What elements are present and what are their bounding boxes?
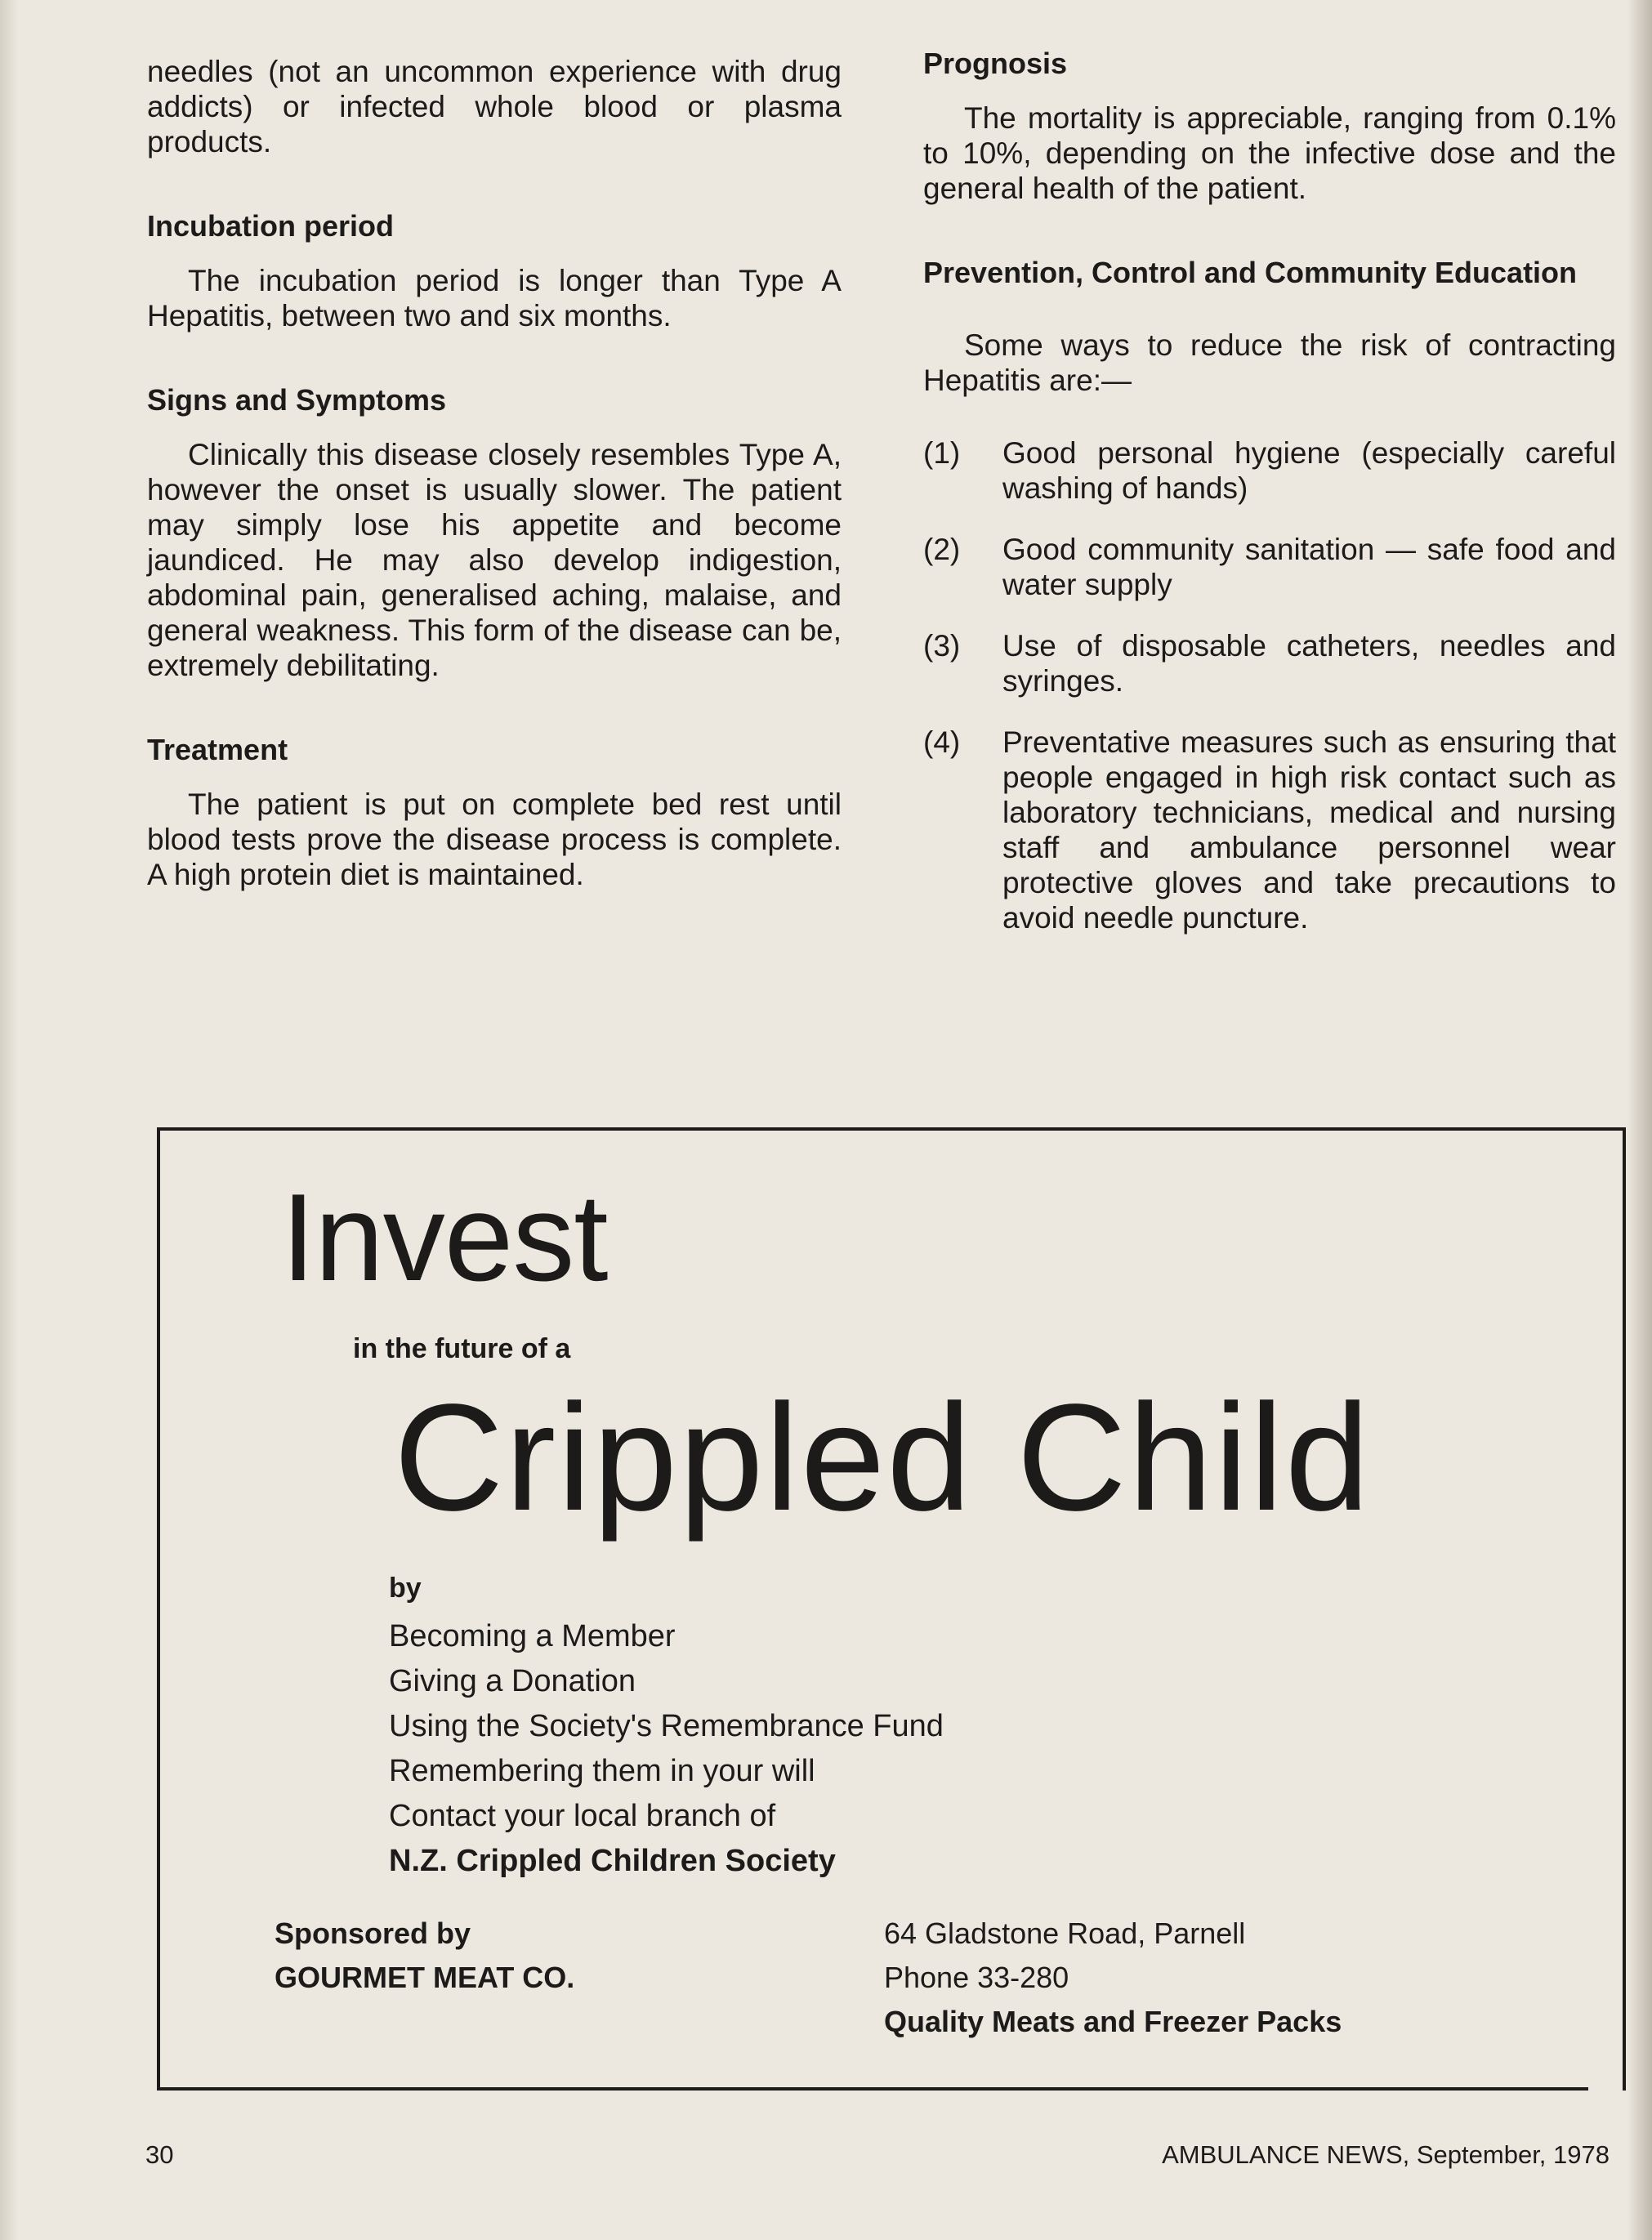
- sponsored-by-label: Sponsored by: [275, 1916, 471, 1950]
- list-item: [923, 435, 1616, 506]
- prevention-heading: Prevention, Control and Community Education: [923, 256, 1578, 289]
- magazine-footer: AMBULANCE NEWS, September, 1978: [1162, 2140, 1610, 2169]
- prevention-measures-list: [923, 435, 1616, 935]
- list-item: N.Z. Crippled Children Society: [389, 1844, 836, 1878]
- prevention-intro: Some ways to reduce the risk of contracting Hepatitis are:—: [923, 328, 1616, 397]
- sponsor-name: GOURMET MEAT CO.: [275, 1961, 575, 1994]
- list-item-text: Good personal hygiene (especially careful washing of hands): [1002, 436, 1616, 505]
- advert-subline: in the future of a: [353, 1333, 571, 1364]
- signs-paragraph: Clinically this disease closely resembles Type A, however the onset is usually slower. The patient may simply lose his appetite and become jaundiced. He may also develop indigestion, abdominal pain, generalised aching, malaise, and general weakness. This form of the disease can be, extremely debilitating.: [147, 438, 842, 682]
- list-item-number: (1): [923, 436, 961, 470]
- incubation-paragraph: The incubation period is longer than Type A Hepatitis, between two and six months.: [147, 264, 842, 332]
- advert-ways-list: [389, 1614, 944, 1884]
- treatment-heading: Treatment: [147, 733, 288, 766]
- advert-sponsor: [275, 1912, 574, 2000]
- list-item: [923, 725, 1616, 935]
- page-edge-shadow-right: [1627, 0, 1652, 2240]
- page-number: 30: [145, 2140, 174, 2169]
- list-item: Becoming a Member: [389, 1619, 676, 1653]
- sponsor-tagline: Quality Meats and Freezer Packs: [884, 2005, 1342, 2038]
- sponsor-address: 64 Gladstone Road, Parnell: [884, 1916, 1246, 1950]
- page-edge-shadow: [0, 0, 18, 2240]
- advert-by: by: [389, 1573, 422, 1604]
- list-item: [923, 532, 1616, 602]
- prognosis-paragraph: The mortality is appreciable, ranging from 0.1% to 10%, depending on the infective dose and the general health of the patient.: [923, 101, 1616, 205]
- sponsor-phone: Phone 33-280: [884, 1961, 1069, 1994]
- list-item-text: Preventative measures such as ensuring that people engaged in high risk contact such as laboratory technicians, medical and nursing staff and ambulance personnel wear protective gloves and take precautions to avoid needle puncture.: [1002, 725, 1616, 935]
- list-item: Contact your local branch of: [389, 1799, 776, 1833]
- right-column: [923, 47, 1616, 962]
- advert-headline-2: Crippled Child: [394, 1373, 1372, 1542]
- left-column: [147, 54, 842, 892]
- list-item-number: (3): [923, 629, 961, 663]
- list-item: Using the Society's Remembrance Fund: [389, 1709, 944, 1743]
- prognosis-heading: Prognosis: [923, 47, 1068, 80]
- incubation-heading: Incubation period: [147, 209, 394, 243]
- signs-heading: Signs and Symptoms: [147, 383, 447, 417]
- treatment-paragraph: The patient is put on complete bed rest until blood tests prove the disease process is complete. A high protein diet is maintained.: [147, 788, 842, 891]
- list-item: [923, 628, 1616, 698]
- list-item-number: (4): [923, 725, 961, 759]
- list-item: Remembering them in your will: [389, 1754, 815, 1788]
- intro-paragraph: needles (not an uncommon experience with drug addicts) or infected whole blood or plasma products.: [147, 55, 842, 158]
- advert-headline: Invest: [281, 1168, 608, 1307]
- list-item-text: Good community sanitation — safe food and water supply: [1002, 533, 1616, 601]
- list-item: Giving a Donation: [389, 1664, 636, 1698]
- list-item-text: Use of disposable catheters, needles and syringes.: [1002, 629, 1616, 698]
- advert-bottom-rule: [157, 2087, 1588, 2091]
- list-item-number: (2): [923, 533, 961, 566]
- advert-contact: [884, 1912, 1342, 2044]
